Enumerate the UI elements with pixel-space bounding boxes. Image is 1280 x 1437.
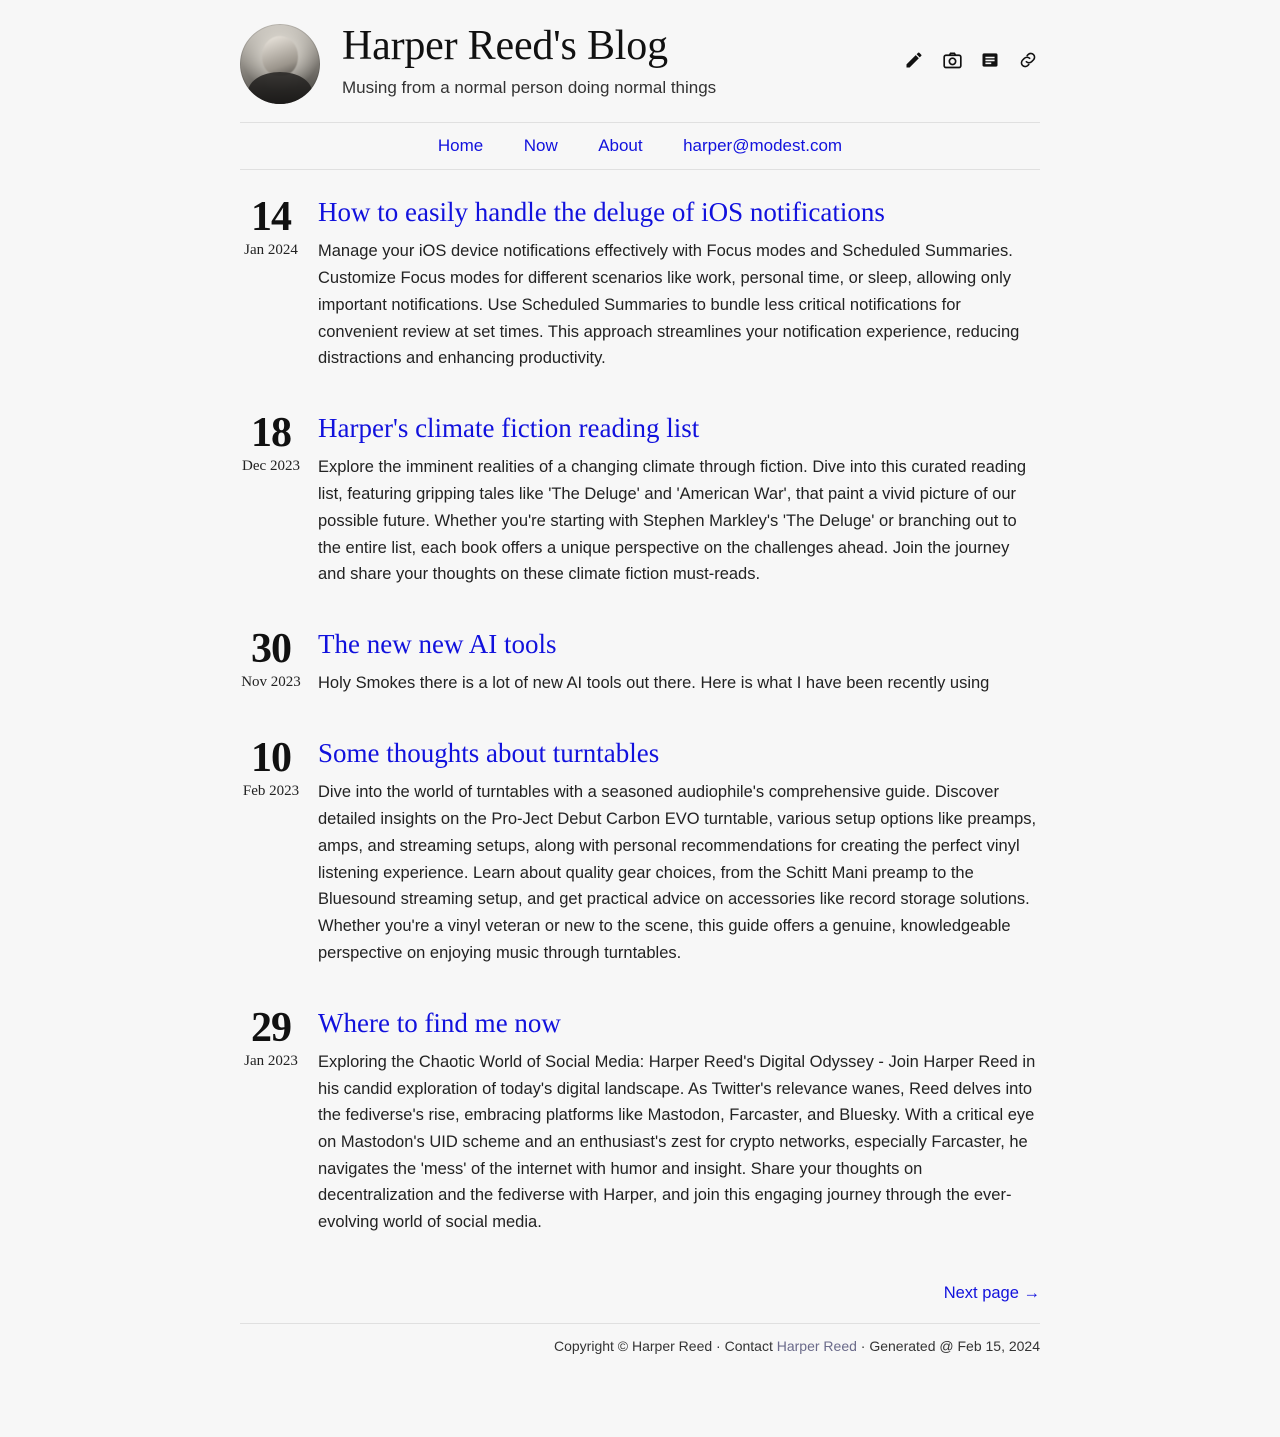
post-monthyear: Feb 2023 [242,783,300,800]
camera-icon[interactable] [940,48,964,72]
nav-home[interactable]: Home [437,136,484,155]
post-item [240,196,1040,372]
post-item [240,1004,1040,1236]
post-excerpt: Manage your iOS device notifications effectively with Focus modes and Scheduled Summaries. Customize Focus modes for different scenarios like work, personal time, or sleep, allowing only important notifications. Use Scheduled Summaries to bundle less critical notifications for convenient review at set times. This approach streamlines your notification experience, reducing distractions and enhancing productivity. [318,242,1020,368]
next-page-link[interactable]: Next page → [943,1283,1040,1302]
main-nav [240,122,1040,170]
site-footer [240,1323,1040,1378]
post-day: 30 [251,625,291,672]
post-item [240,737,1040,966]
post-title [318,737,1040,769]
avatar [240,24,320,104]
post-date [240,737,318,800]
post-title-link[interactable]: Some thoughts about turntables [318,738,660,769]
post-title [318,628,1040,660]
post-date [240,409,318,475]
post-title-link[interactable]: How to easily handle the deluge of iOS notifications [318,197,885,227]
post-list [240,170,1040,1236]
footer-generated: · Generated @ Feb 15, 2024 [860,1337,1040,1354]
site-header [240,18,1040,122]
post-title [318,196,1040,228]
post-item [240,625,1040,697]
footer-copyright: Copyright © Harper Reed · Contact [553,1337,773,1354]
post-excerpt: Exploring the Chaotic World of Social Media: Harper Reed's Digital Odyssey - Join Harper Reed in his candid exploration of today's digital landscape. As Twitter's relevance wanes, Reed delves into the fediverse's rise, embracing platforms like Mastodon, Farcaster, and Bluesky. With a critical eye on Mastodon's UID scheme and an enthusiast's zest for crypto networks, especially Farcaster, he navigates the 'mess' of the internet with humor and insight. Share your thoughts on decentralization and the fediverse with Harper, and join this engaging journey through the ever-evolving world of social media. [318,1052,1036,1232]
post-body [318,196,1040,372]
post-title [318,412,1040,444]
post-body [318,1007,1040,1236]
post-body [318,628,1040,697]
site-tagline: Musing from a normal person doing normal things [342,78,717,98]
post-monthyear: Jan 2024 [244,242,298,258]
post-title-link[interactable]: Where to find me now [318,1007,561,1038]
post-title-link[interactable]: Harper's climate fiction reading list [318,412,700,443]
post-item [240,409,1040,588]
footer-contact-link[interactable]: Harper Reed [776,1337,857,1354]
post-excerpt: Dive into the world of turntables with a seasoned audiophile's comprehensive guide. Discover detailed insights on the Pro-Ject Debut Carbon EVO turntable, various setup options like preamps, amps, and streaming setups, along with personal recommendations for creating the perfect vinyl listening experience. Learn about quality gear choices, from the Schitt Mani preamp to the Bluesound streaming setup, and get practical advice on accessories like record storage solutions. Whether you're a vinyl veteran or new to the scene, this guide offers a genuine, knowledgeable perspective on enjoying music through turntables. [318,783,1037,962]
post-excerpt: Explore the imminent realities of a changing climate through fiction. Dive into this curated reading list, featuring gripping tales like 'The Deluge' and 'American War', that paint a vivid picture of our possible future. Whether you're starting with Stephen Markley's 'The Deluge' or branching out to the entire list, each book offers a unique perspective on the challenges ahead. Join the journey and share your thoughts on these climate fiction must-reads. [318,458,1027,584]
post-date [240,625,318,691]
post-title [318,1007,1040,1039]
post-excerpt: Holy Smokes there is a lot of new AI tools out there. Here is what I have been recently using [318,674,990,693]
post-body [318,737,1040,966]
post-day: 10 [251,735,291,782]
post-day: 29 [251,1004,291,1051]
post-title-link[interactable]: The new new AI tools [318,628,557,659]
nav-email[interactable]: harper@modest.com [683,136,843,155]
post-body [318,412,1040,588]
link-icon[interactable] [1016,48,1040,72]
page-container [240,0,1040,1378]
page-title: Harper Reed's Blog [342,23,668,69]
header-icon-bar [902,48,1040,72]
nav-now[interactable]: Now [523,136,558,155]
pagination [240,1276,1040,1323]
nav-about[interactable]: About [598,136,643,155]
pencil-icon[interactable] [902,48,926,72]
post-date [240,196,318,259]
post-day: 18 [251,409,291,456]
post-monthyear: Jan 2023 [244,1052,298,1069]
post-monthyear: Nov 2023 [241,673,301,690]
post-monthyear: Dec 2023 [242,457,300,474]
post-date [240,1004,318,1070]
note-icon[interactable] [978,48,1002,72]
post-day: 14 [251,194,291,240]
